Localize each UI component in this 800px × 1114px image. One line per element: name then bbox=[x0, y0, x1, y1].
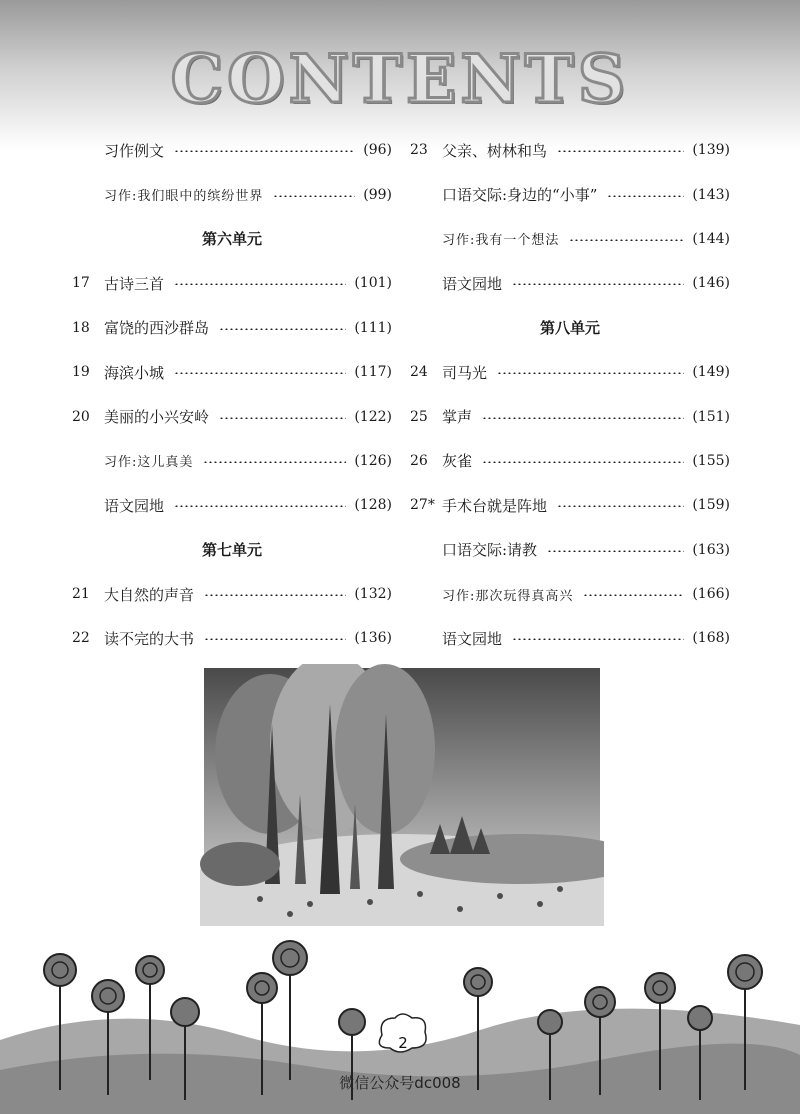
entry-title: 手术台就是阵地 bbox=[442, 496, 548, 515]
toc-entry[interactable] bbox=[410, 128, 730, 172]
entry-title: 口语交际:身边的“小事” bbox=[442, 186, 598, 205]
lesson-number: 17 bbox=[72, 275, 90, 292]
entry-page: (166) bbox=[692, 586, 730, 603]
entry-title: 习作:我们眼中的缤纷世界 bbox=[104, 189, 264, 205]
toc-entry[interactable] bbox=[410, 572, 730, 616]
toc-entry[interactable] bbox=[410, 172, 730, 216]
dot-leader bbox=[583, 594, 684, 596]
toc-entry[interactable] bbox=[72, 350, 392, 394]
toc-entry[interactable] bbox=[410, 394, 730, 438]
entry-title: 习作:那次玩得真高兴 bbox=[442, 588, 574, 604]
dot-leader bbox=[512, 638, 684, 640]
toc-entry[interactable] bbox=[72, 394, 392, 438]
entry-title: 司马光 bbox=[442, 363, 488, 382]
entry-page: (122) bbox=[354, 408, 392, 425]
entry-page: (151) bbox=[692, 408, 730, 425]
dot-leader bbox=[273, 195, 355, 197]
entry-page: (168) bbox=[692, 630, 730, 647]
dot-leader bbox=[203, 461, 346, 463]
lesson-number: 20 bbox=[72, 408, 90, 425]
entry-title: 富饶的西沙群岛 bbox=[104, 319, 210, 338]
entry-page: (96) bbox=[363, 142, 392, 159]
unit-title: 第七单元 bbox=[201, 541, 262, 560]
entry-page: (149) bbox=[692, 364, 730, 381]
entry-title: 语文园地 bbox=[442, 629, 503, 648]
entry-title: 美丽的小兴安岭 bbox=[104, 408, 210, 427]
dot-leader bbox=[174, 283, 346, 285]
toc-entry[interactable] bbox=[72, 439, 392, 483]
lesson-number: 25 bbox=[410, 408, 428, 425]
entry-page: (136) bbox=[354, 630, 392, 647]
toc-entry[interactable] bbox=[410, 439, 730, 483]
dot-leader bbox=[204, 638, 346, 640]
toc-unit-heading[interactable] bbox=[72, 217, 392, 261]
lesson-number: 23 bbox=[410, 142, 428, 159]
entry-page: (117) bbox=[354, 364, 392, 381]
entry-page: (159) bbox=[692, 497, 730, 514]
toc-entry[interactable] bbox=[410, 261, 730, 305]
page-title: CONTENTS bbox=[170, 40, 630, 118]
dot-leader bbox=[482, 417, 684, 419]
entry-page: (146) bbox=[692, 275, 730, 292]
dot-leader bbox=[547, 550, 684, 552]
toc-entry[interactable] bbox=[72, 128, 392, 172]
entry-page: (126) bbox=[354, 452, 392, 469]
lesson-number: 22 bbox=[72, 630, 90, 647]
entry-title: 习作例文 bbox=[104, 141, 165, 160]
entry-page: (128) bbox=[354, 497, 392, 514]
toc-entry[interactable] bbox=[72, 483, 392, 527]
entry-page: (155) bbox=[692, 452, 730, 469]
dot-leader bbox=[219, 417, 346, 419]
lesson-number: 18 bbox=[72, 319, 90, 336]
unit-title: 第八单元 bbox=[539, 319, 600, 338]
dot-leader bbox=[512, 283, 684, 285]
entry-title: 语文园地 bbox=[104, 496, 165, 515]
dot-leader bbox=[219, 328, 346, 330]
dot-leader bbox=[482, 461, 684, 463]
entry-title: 大自然的声音 bbox=[104, 585, 195, 604]
page-number: 2 bbox=[398, 1034, 408, 1052]
toc-entry[interactable] bbox=[72, 572, 392, 616]
dot-leader bbox=[557, 505, 684, 507]
toc-unit-heading[interactable] bbox=[72, 528, 392, 572]
dot-leader bbox=[174, 505, 346, 507]
entry-title: 口语交际:请教 bbox=[442, 541, 538, 560]
toc-entry[interactable] bbox=[410, 528, 730, 572]
toc-entry[interactable] bbox=[410, 483, 730, 527]
entry-title: 灰雀 bbox=[442, 452, 473, 471]
dot-leader bbox=[204, 594, 346, 596]
entry-title: 习作:这儿真美 bbox=[104, 455, 194, 471]
toc-entry[interactable] bbox=[72, 172, 392, 216]
entry-page: (163) bbox=[692, 541, 730, 558]
entry-title: 读不完的大书 bbox=[104, 629, 195, 648]
forest-illustration bbox=[200, 664, 604, 926]
toc-entry[interactable] bbox=[410, 616, 730, 660]
unit-title: 第六单元 bbox=[201, 230, 262, 249]
watermark-text: 微信公众号dc008 bbox=[339, 1074, 461, 1092]
toc-entry[interactable] bbox=[72, 616, 392, 660]
entry-title: 掌声 bbox=[442, 408, 473, 427]
entry-page: (101) bbox=[354, 275, 392, 292]
lesson-number: 27* bbox=[410, 497, 435, 514]
toc-right-column bbox=[410, 128, 730, 661]
entry-page: (144) bbox=[692, 230, 730, 247]
toc-unit-heading[interactable] bbox=[410, 306, 730, 350]
toc-entry[interactable] bbox=[72, 261, 392, 305]
entry-page: (132) bbox=[354, 586, 392, 603]
entry-title: 海滨小城 bbox=[104, 363, 165, 382]
toc-entry[interactable] bbox=[410, 350, 730, 394]
toc-entry[interactable] bbox=[72, 306, 392, 350]
dot-leader bbox=[557, 150, 684, 152]
dot-leader bbox=[174, 372, 346, 374]
entry-page: (99) bbox=[363, 186, 392, 203]
entry-title: 习作:我有一个想法 bbox=[442, 233, 560, 249]
lesson-number: 19 bbox=[72, 364, 90, 381]
lesson-number: 24 bbox=[410, 364, 428, 381]
entry-page: (139) bbox=[692, 142, 730, 159]
lesson-number: 26 bbox=[410, 452, 428, 469]
entry-page: (143) bbox=[692, 186, 730, 203]
dot-leader bbox=[569, 239, 684, 241]
dot-leader bbox=[174, 150, 355, 152]
toc-left-column bbox=[72, 128, 392, 661]
toc-entry[interactable] bbox=[410, 217, 730, 261]
entry-title: 古诗三首 bbox=[104, 274, 165, 293]
entry-title: 语文园地 bbox=[442, 274, 503, 293]
dot-leader bbox=[497, 372, 684, 374]
entry-title: 父亲、树林和鸟 bbox=[442, 141, 548, 160]
lesson-number: 21 bbox=[72, 586, 90, 603]
dot-leader bbox=[607, 195, 684, 197]
entry-page: (111) bbox=[354, 319, 392, 336]
